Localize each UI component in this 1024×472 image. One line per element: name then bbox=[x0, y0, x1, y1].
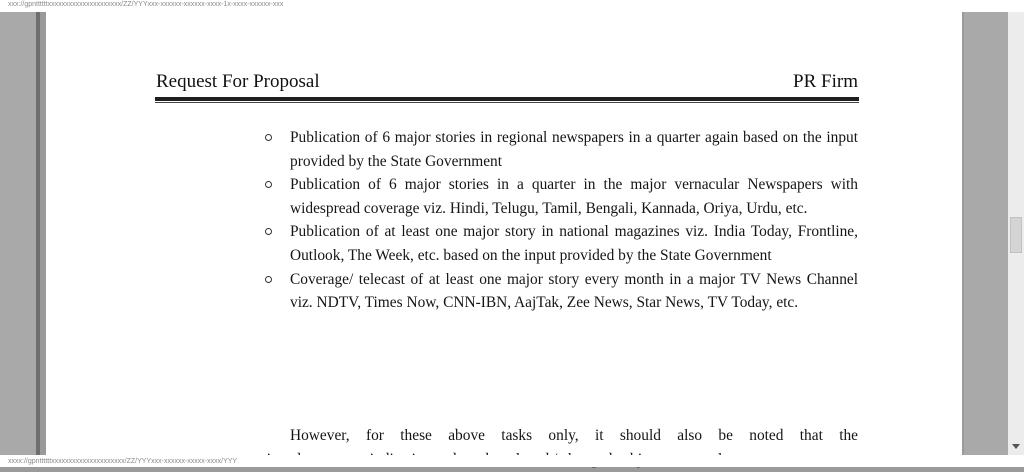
right-gutter bbox=[964, 12, 1008, 455]
circle-bullet-icon bbox=[265, 228, 272, 235]
vertical-scrollbar[interactable] bbox=[1008, 12, 1024, 455]
circle-bullet-icon bbox=[265, 276, 272, 283]
header-rule-thin bbox=[155, 102, 859, 103]
list-item bbox=[290, 268, 858, 315]
scrollbar-thumb[interactable] bbox=[1010, 217, 1022, 253]
window-path: xxx://gpnttttttxxxxxxxxxxxxxxxxxxxxx/ZZ/YYYxxx-xxxxxx-xxxxxx-xxxx-1x-xxxx-xxxxxx-xxx bbox=[8, 1, 284, 8]
document-page bbox=[46, 12, 962, 455]
list-item-text: Publication of at least one major story in national magazines viz. India Today, Frontline, Outlook, The Week, etc. based on the input provided by the State Government bbox=[290, 223, 858, 264]
header-subtitle: PR Firm bbox=[793, 71, 858, 92]
circle-bullet-icon bbox=[265, 181, 272, 188]
status-text: xxxx://gpnttttttxxxxxxxxxxxxxxxxxxxxx/ZZ/YYYxxx-xxxxxx-xxxxx-xxxx/YYY bbox=[8, 458, 238, 465]
header-title: Request For Proposal bbox=[156, 71, 320, 92]
header-rule bbox=[155, 97, 859, 101]
list-item-text: Publication of 6 major stories in a quarter in the major vernacular Newspapers with widespread coverage viz. Hindi, Telugu, Tamil, Bengali, Kannada, Oriya, Urdu, etc. bbox=[290, 176, 858, 217]
status-bar bbox=[0, 455, 1024, 467]
bullet-list bbox=[290, 126, 858, 315]
circle-bullet-icon bbox=[265, 134, 272, 141]
list-item-text: Coverage/ telecast of at least one major story every month in a major TV News Channel viz. NDTV, Times Now, CNN-IBN, AajTak, Zee News, Star News, TV Today, etc. bbox=[290, 270, 858, 312]
list-item-text: Publication of 6 major stories in regional newspapers in a quarter again based on the input provided by the State Government bbox=[290, 129, 858, 170]
left-gutter bbox=[0, 12, 40, 455]
list-item bbox=[290, 220, 858, 267]
scroll-down-arrow-icon[interactable] bbox=[1012, 444, 1020, 449]
list-item bbox=[290, 126, 858, 173]
title-bar bbox=[0, 0, 1024, 12]
body-paragraph: However, for these above tasks only, it should also be noted that the bbox=[290, 427, 858, 444]
list-item bbox=[290, 173, 858, 220]
